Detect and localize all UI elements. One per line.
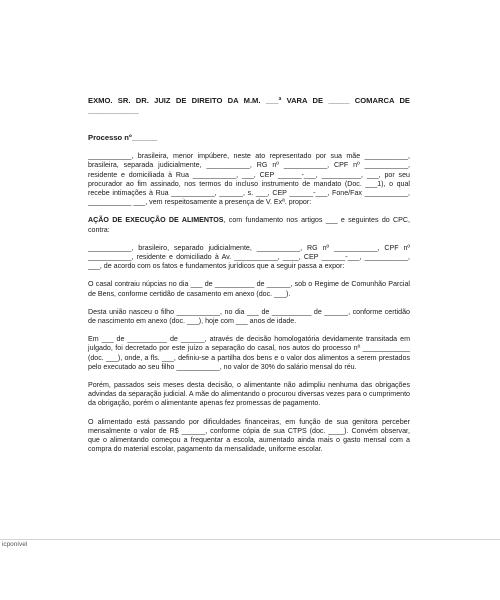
process-number: Processo nº______ [88, 133, 158, 142]
paragraph-marriage: O casal contraiu núpcias no dia ___ de __________ de ______, sob o Regime de Comunhão Parcial de Bens, conforme certidão de casamento em anexo (doc. ___). [88, 280, 410, 298]
paragraph-plaintiff: ___________, brasileira, menor impúbere, neste ato representado por sua mãe ___________, brasileira, separada judicialmente, ___________, RG nº ___________, CPF nº ___________, residente e domiciliada à Rua ___________, ___, CEP ______-___, __________, ___, por seu procurador ao fim assinado, nos termos do incluso instrumento de mandato (Doc. ___1), o qual recebe intimações à Rua ___________, ______, s. ___, CEP ______-___, Fone/Fax ___________, ___________ ___, vem respeitosamente a presença de V. Exª. propor: [88, 152, 410, 207]
paragraph-action [88, 216, 410, 234]
footer-text: icponível [2, 541, 28, 548]
action-title: AÇÃO DE EXECUÇÃO DE ALIMENTOS [88, 216, 224, 225]
paragraph-birth: Desta união nasceu o filho ___________, no dia ___ de __________ de ______, conforme certidão de nascimento em anexo (doc. ___), hoje com ___ anos de idade. [88, 307, 410, 326]
paragraph-decision: Em ___ de __________ de ______, através de decisão homologatória devidamente transitada em julgado, foi decretado por este juízo a separação do casal, nos autos do processo nº ____________ (doc. ___), onde, a fls. ___, definiu-se a partilha dos bens e o valor dos alimentos a serem prestados pelo executado ao seu filho ___________, no valor de 30% do salário mensal do réu. [88, 335, 410, 371]
action-basis: , com fundamento nos artigos ___ e seguintes do CPC, contra: [88, 216, 410, 234]
paragraph-default: Porém, passados seis meses desta decisão, o alimentante não adimpliu nenhuma das obrigações advindas da separação judicial. A mãe do alimentando o procurou diversas vezes para o cumprimento da obrigação, porém o alimentante apenas fez promessas de pagamento. [88, 381, 410, 408]
document-page [88, 96, 410, 462]
document-heading: EXMO. SR. DR. JUIZ DE DIREITO DA M.M. ___ª VARA DE _____ COMARCA DE ____________ [88, 96, 410, 115]
paragraph-defendant: ___________, brasileiro, separado judicialmente, ___________, RG nº ___________, CPF nº ___________, residente e domiciliado à Av. ___________, ____, CEP ______-___, ___________, ___, de acordo com os fatos e fundamentos jurídicos que a seguir passa a expor: [88, 243, 410, 271]
footer-bar [0, 539, 500, 549]
paragraph-financial: O alimentado está passando por dificuldades financeiras, em função de sua genitora perceber mensalmente o valor de R$ ______, conforme cópia de sua CTPS (doc. ____). Convém observar, que o alimentando começou a frequentar a escola, aumentado ainda mais o gasto mensal com a compra do material escolar, pagamento da mensalidade, uniforme escolar. [88, 417, 410, 454]
